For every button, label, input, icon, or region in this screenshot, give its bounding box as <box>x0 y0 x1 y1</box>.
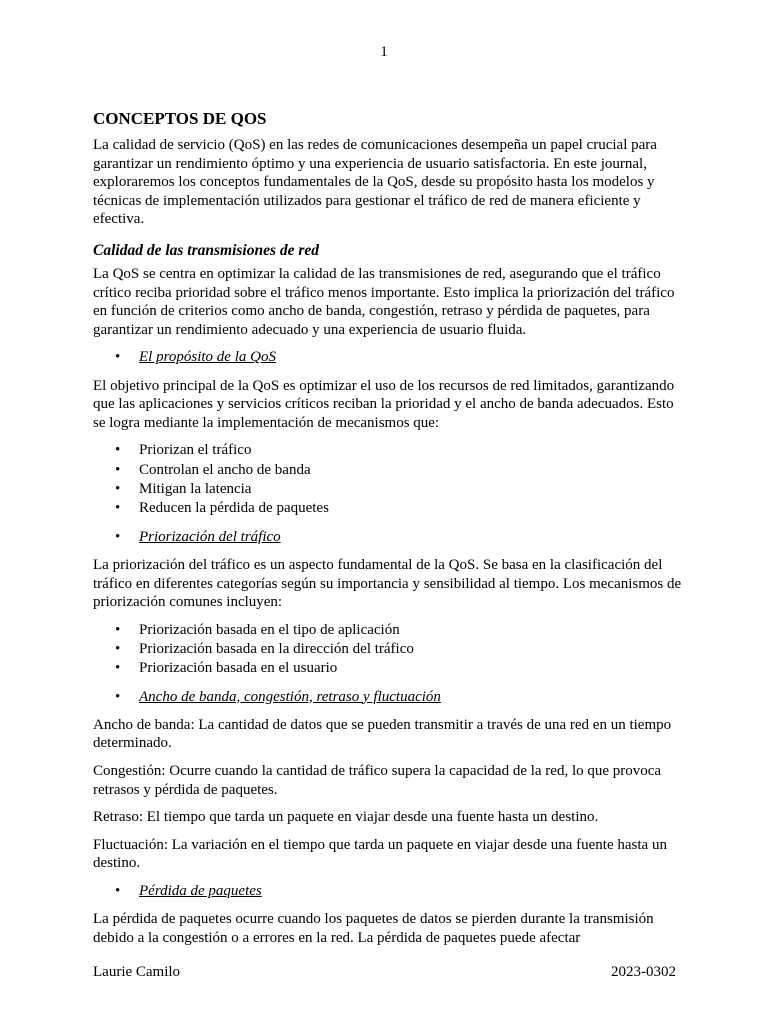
subheading-list-ancho <box>93 688 683 707</box>
paragraph-ancho-de-banda: Ancho de banda: La cantidad de datos que se pueden transmitir a través de una red en un tiempo determinado. <box>93 716 672 752</box>
document-body <box>93 108 683 957</box>
subheading-proposito-text: El propósito de la QoS <box>139 349 276 366</box>
list-item: • Priorizan el tráfico <box>93 441 683 460</box>
section-heading-calidad: Calidad de las transmisiones de red <box>93 241 320 259</box>
subheading-list-perdida <box>93 882 683 901</box>
intro-paragraph: La calidad de servicio (QoS) en las redes de comunicaciones desempeña un papel crucial para garantizar un rendimiento óptimo y una experiencia de usuario satisfactoria. En este journal, exploraremos los conceptos fundamentales de la QoS, desde su propósito hasta los modelos y técnicas de implementación utilizados para gestionar el tráfico de red de manera eficiente y efectiva. <box>93 137 657 228</box>
subheading-ancho-text: Ancho de banda, congestión, retraso y fluctuación <box>139 688 441 705</box>
footer-id: 2023-0302 <box>611 964 676 980</box>
subheading-perdida <box>93 882 683 901</box>
list-item: • Reducen la pérdida de paquetes <box>93 499 683 518</box>
document-title: CONCEPTOS DE QOS <box>93 109 267 128</box>
paragraph-congestion: Congestión: Ocurre cuando la cantidad de tráfico supera la capacidad de la red, lo que provoca retrasos y pérdida de paquetes. <box>93 763 662 798</box>
subheading-perdida-text: Pérdida de paquetes <box>139 883 262 900</box>
subheading-proposito <box>93 348 683 367</box>
list-item: • Priorización basada en la dirección del tráfico <box>93 640 683 659</box>
paragraph-perdida: La pérdida de paquetes ocurre cuando los paquetes de datos se pierden durante la transmisión debido a la congestión o a errores en la red. La pérdida de paquetes puede afectar <box>93 911 654 946</box>
paragraph-fluctuacion: Fluctuación: La variación en el tiempo que tarda un paquete en viajar desde una fuente hasta un destino. <box>93 836 667 872</box>
paragraph-priorizacion: La priorización del tráfico es un aspecto fundamental de la QoS. Se basa en la clasificación del tráfico en diferentes categorías según su importancia y sensibilidad al tiempo. Los mecanismos de priorización comunes incluyen: <box>93 556 682 611</box>
list-item: • Priorización basada en el tipo de aplicación <box>93 621 683 640</box>
subheading-ancho <box>93 688 683 707</box>
paragraph-proposito: El objetivo principal de la QoS es optimizar el uso de los recursos de red limitados, garantizando que las aplicaciones y servicios críticos reciban la prioridad y el ancho de banda adecuados. Esto se logra mediante la implementación de mecanismos que: <box>93 377 675 431</box>
subheading-priorizacion <box>93 528 683 547</box>
page-number: 1 <box>380 44 388 60</box>
subheading-list-proposito <box>93 348 683 367</box>
list-item: • Mitigan la latencia <box>93 480 683 499</box>
list-item: • Controlan el ancho de banda <box>93 461 683 480</box>
section-paragraph-calidad: La QoS se centra en optimizar la calidad de las transmisiones de red, asegurando que el tráfico crítico reciba prioridad sobre el tráfico menos importante. Esto implica la priorización del tráfico en función de criterios como ancho de banda, congestión, retraso y pérdida de paquetes, para garantizar un rendimiento adecuado y una experiencia de usuario fluida. <box>93 265 675 338</box>
subheading-list-priorizacion <box>93 528 683 547</box>
list-proposito <box>93 441 683 518</box>
list-item: • Priorización basada en el usuario <box>93 659 683 678</box>
subheading-priorizacion-text: Priorización del tráfico <box>139 528 281 545</box>
footer-author: Laurie Camilo <box>93 964 181 980</box>
list-priorizacion <box>93 621 683 679</box>
paragraph-retraso: Retraso: El tiempo que tarda un paquete en viajar desde una fuente hasta un destino. <box>93 809 599 826</box>
